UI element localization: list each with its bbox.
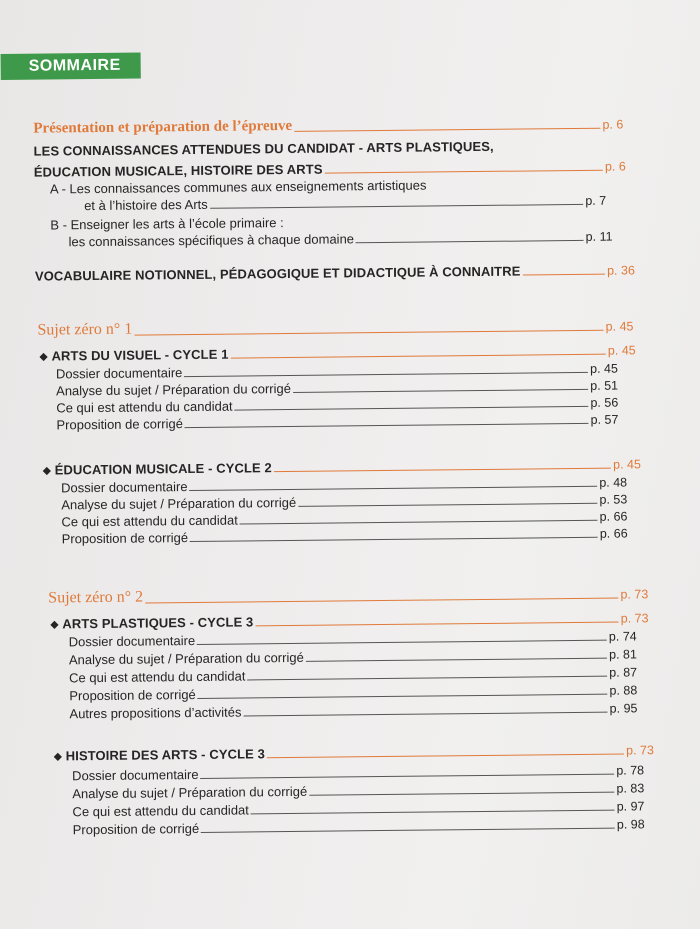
page-number: p. 73 (620, 587, 649, 602)
page-number: p. 7 (585, 193, 607, 208)
toc-heading-banner (1, 53, 141, 80)
page-number: p. 48 (599, 475, 628, 490)
entry-label: Dossier documentaire (72, 766, 199, 784)
page-number: p. 57 (590, 412, 619, 427)
entry-label: Proposition de corrigé (69, 686, 196, 704)
dot-leader (325, 170, 603, 174)
toc-entry-connaissances[interactable] (34, 155, 626, 179)
entry-label: ÉDUCATION MUSICALE, HISTOIRE DES ARTS (33, 161, 323, 180)
toc-entry-b-line1: B - Enseigner les arts à l’école primaire : (50, 215, 284, 233)
dot-leader (190, 537, 598, 542)
entry-label: Dossier documentaire (55, 365, 183, 382)
section-title: HISTOIRE DES ARTS - CYCLE 3 (65, 746, 265, 764)
entry-label: Ce qui est attendu du candidat (56, 398, 233, 416)
page-number: p. 78 (616, 763, 645, 778)
entry-label: Proposition de corrigé (56, 416, 183, 433)
page-number: p. 6 (604, 159, 626, 174)
page-number: p. 83 (616, 781, 645, 796)
page-number: p. 45 (607, 343, 636, 358)
page-number: p. 97 (616, 799, 645, 814)
page-number: p. 56 (590, 395, 619, 410)
diamond-bullet-icon: ◆ (42, 465, 51, 477)
toc-entry-a-line1: A - Les connaissances communes aux enseignements artistiques (49, 177, 427, 197)
entry-label: Ce qui est attendu du candidat (61, 512, 238, 530)
entry-label: Autres propositions d’activités (69, 704, 242, 722)
toc-heading: SOMMAIRE (28, 56, 121, 75)
diamond-bullet-icon: ◆ (50, 619, 59, 631)
entry-label: et à l’histoire des Arts (84, 196, 208, 214)
entry-label: Proposition de corrigé (72, 820, 200, 838)
page-number: p. 81 (609, 647, 637, 662)
page-number: p. 66 (599, 526, 628, 541)
entry-label: Ce qui est attendu du candidat (69, 668, 246, 686)
toc-entry-sujet2[interactable] (48, 583, 648, 607)
dot-leader (522, 274, 605, 276)
page-number: p. 6 (602, 117, 624, 132)
dot-leader (185, 423, 589, 428)
section-title: ARTS DU VISUEL - CYCLE 1 (51, 346, 229, 364)
page-number: p. 88 (609, 683, 638, 698)
dot-leader (267, 754, 624, 759)
toc-entry-vocabulaire[interactable] (35, 259, 635, 283)
page-number: p. 73 (620, 611, 649, 626)
entry-label: Analyse du sujet / Préparation du corrigé (61, 494, 297, 513)
entry-label: Ce qui est attendu du candidat (72, 802, 249, 820)
dot-leader (356, 240, 584, 243)
entry-label: Dossier documentaire (68, 632, 196, 650)
entry-label: les connaissances spécifiques à chaque domaine (68, 231, 355, 250)
page-number: p. 95 (609, 701, 638, 716)
entry-label: Présentation et préparation de l’épreuve (33, 117, 293, 137)
entry-label: VOCABULAIRE NOTIONNEL, PÉDAGOGIQUE ET DIDACTIQUE À CONNAITRE (34, 263, 521, 284)
entry-label: Dossier documentaire (61, 479, 188, 496)
page-number: p. 66 (599, 509, 628, 524)
dot-leader (134, 330, 603, 336)
entry-label: Analyse du sujet / Préparation du corrigé (56, 380, 292, 399)
page-number: p. 45 (613, 457, 641, 472)
section-title: ARTS PLASTIQUES - CYCLE 3 (62, 614, 254, 632)
dot-leader (201, 828, 615, 833)
page-number: p. 11 (585, 229, 613, 244)
diamond-bullet-icon: ◆ (39, 351, 48, 363)
page-number: p. 45 (605, 319, 634, 334)
entry-label: Sujet zéro n° 2 (48, 588, 144, 607)
entry-label: Analyse du sujet / Préparation du corrigé (68, 649, 304, 668)
dot-leader (294, 128, 600, 132)
dot-leader (210, 204, 584, 209)
page-number: p. 45 (590, 361, 618, 376)
entry-label: Proposition de corrigé (61, 530, 189, 547)
page-number: p. 36 (606, 263, 635, 278)
page-number: p. 51 (590, 378, 619, 393)
page-number: p. 87 (609, 665, 638, 680)
page-number: p. 53 (599, 492, 628, 507)
entry-label: Analyse du sujet / Préparation du corrigé (72, 783, 308, 802)
page-number: p. 98 (616, 817, 645, 832)
section-title: ÉDUCATION MUSICALE - CYCLE 2 (54, 460, 272, 478)
page-number: p. 73 (626, 743, 654, 758)
toc-entry-connaissances-line1: LES CONNAISSANCES ATTENDUES DU CANDIDAT - ARTS PLASTIQUES, (33, 138, 494, 159)
dot-leader (145, 598, 618, 604)
dot-leader (243, 712, 607, 717)
toc-entry-presentation[interactable] (33, 113, 623, 137)
entry-label: Sujet zéro n° 1 (37, 320, 133, 339)
diamond-bullet-icon: ◆ (53, 751, 62, 763)
toc-entry-sujet1[interactable] (37, 315, 633, 339)
page-number: p. 74 (608, 629, 637, 644)
